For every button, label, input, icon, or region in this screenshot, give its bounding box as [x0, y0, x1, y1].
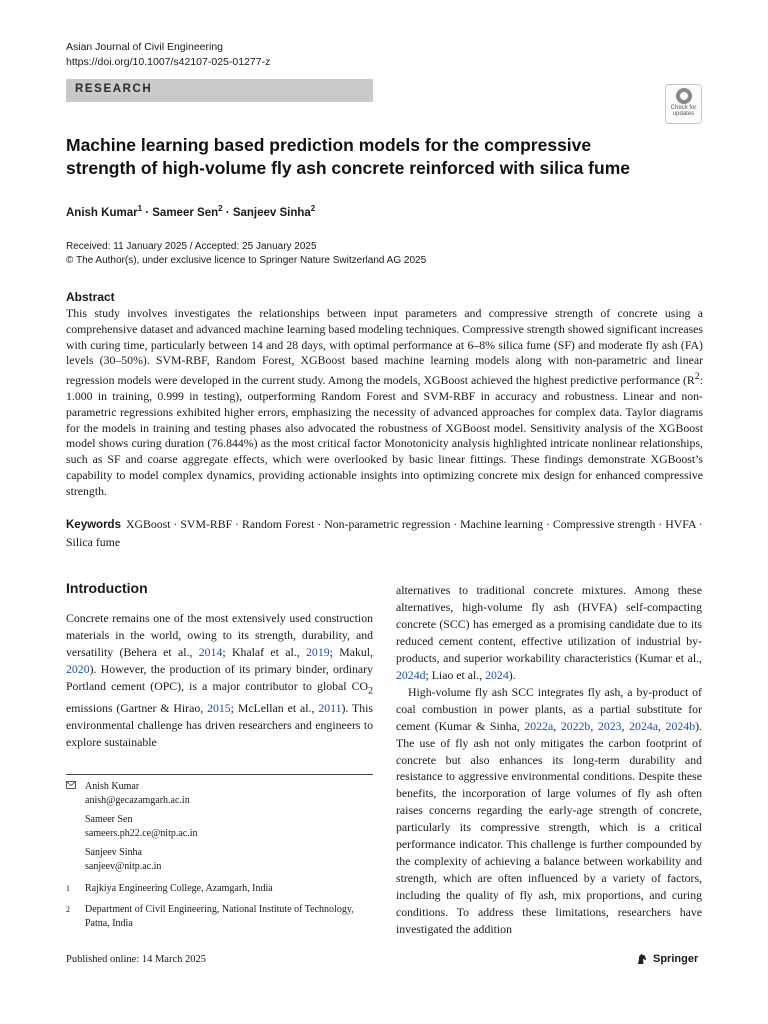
section-label-bar [66, 79, 373, 102]
text-run: ). However, the production of its primary binder, ordinary Portland cement (OPC), is a major contributor to global CO [66, 662, 373, 694]
title-line-1: Machine learning based prediction models for the compressive [66, 135, 592, 155]
correspondence-entry [66, 780, 373, 807]
published-date: Published online: 14 March 2025 [66, 954, 206, 965]
author-list [66, 204, 315, 219]
text-run: ; Khalaf et al., [222, 645, 307, 660]
author-affiliation-mark: 2 [310, 204, 316, 213]
author-name[interactable]: Sanjeev Sinha [232, 206, 311, 219]
citation-link[interactable]: 2014 [198, 645, 223, 660]
keywords-text: XGBoost · SVM-RBF · Random Forest · Non-parametric regression · Machine learning · Compressive strength · HVFA · Silica fume [66, 517, 703, 549]
correspondence-entry [66, 846, 373, 873]
keywords [66, 516, 703, 550]
keywords-label: Keywords [66, 519, 121, 531]
publisher-name: Springer [653, 953, 699, 965]
text-run: ; Makul, [329, 645, 373, 660]
paragraph [66, 610, 373, 751]
text-run: , [657, 718, 666, 733]
springer-horse-icon [635, 952, 649, 966]
affiliation [66, 903, 373, 930]
check-updates-line1: Check for [670, 105, 697, 111]
citation-link[interactable]: 2022a [524, 718, 554, 733]
introduction-heading: Introduction [66, 580, 148, 596]
text-run: Concrete remains one of the most extensively used construction materials in the world, owing to its strength, durability, and versatility (Behera et al., [66, 611, 373, 660]
author-name[interactable]: Anish Kumar [66, 206, 138, 219]
citation-link[interactable]: 2024 [485, 667, 509, 682]
introduction-right-column [396, 582, 702, 938]
title-line-2: strength of high-volume fly ash concrete reinforced with silica fume [66, 158, 630, 178]
article-dates [66, 240, 426, 268]
affiliation-text: Department of Civil Engineering, National Institute of Technology, Patna, India [85, 904, 354, 929]
text-run: , [621, 718, 630, 733]
text-run: , [590, 718, 598, 733]
abstract-superscript: 2 [694, 371, 700, 383]
copyright-line: © The Author(s), under exclusive licence to Springer Nature Switzerland AG 2025 [66, 255, 427, 266]
text-run: High-volume fly ash SCC integrates fly ash, a by-product of coal combustion in power plants, as a partial substitute for cement (Kumar & Sinha, [396, 684, 702, 733]
footnote-divider [66, 774, 373, 775]
abstract-heading: Abstract [66, 290, 115, 304]
citation-link[interactable]: 2023 [597, 718, 622, 733]
author-separator: · [142, 206, 153, 219]
text-run: emissions (Gartner & Hirao, [66, 700, 208, 715]
affiliation-number: 1 [66, 884, 70, 893]
affiliation [66, 882, 373, 896]
affiliation-text: Rajkiya Engineering College, Azamgarh, India [85, 883, 273, 894]
text-run: ). [508, 667, 516, 682]
author-name[interactable]: Sameer Sen [152, 206, 219, 219]
correspondence-block [66, 780, 373, 879]
text-run: ). The use of fly ash not only mitigates the carbon footprint of concrete but also enhances its long-term durability and resistance to aggressive environmental conditions. Despite these benefits, the incorporation of large volumes of fly ash often raises concerns regarding the early-age strength of concrete, particularly its compressive strength, which is a critical performance indicator. This challenge is further compounded by the complexity of achieving a balance between workability and strength, which are often influenced by a variety of factors, including the quality of fly ash, mix proportions, and curing conditions. To address these limitations, researchers have investigated the addition [396, 718, 702, 937]
subscript: 2 [368, 685, 373, 697]
envelope-icon [66, 780, 85, 807]
paragraph [396, 582, 702, 684]
received-accepted: Received: 11 January 2025 / Accepted: 25 January 2025 [66, 241, 317, 252]
paragraph [396, 684, 702, 938]
citation-link[interactable]: 2015 [207, 700, 231, 715]
citation-link[interactable]: 2024d [396, 667, 426, 682]
correspondent-email[interactable]: anish@gecazamgarh.ac.in [85, 794, 190, 806]
abstract-part-2: : 1.000 in training, 0.999 in testing), outperforming Random Forest and SVM-RBF in accuracy and robustness. Linear and non-parametric regressions exhibited higher errors, emphasizing the necessity of advanced approaches for complex data. Taylor diagrams for the models in training and testing phases also advocated the robustness of XGBoost model. Sensitivity analysis of the XGBoost model shows curing duration (76.844%) as the most critical factor Monotonicity analysis highlighted intricate nonlinear relationships, such as SF and coarse aggregate effects, which were overlooked by basic linear fittings. These findings demonstrate XGBoost’s capability to model complex dynamics, providing actionable insights into optimizing concrete mix design for enhanced compressive strength. [66, 373, 703, 498]
check-for-updates-button[interactable] [665, 84, 702, 124]
spacer [66, 846, 85, 873]
correspondent-email[interactable]: sameers.ph22.ce@nitp.ac.in [85, 827, 198, 839]
text-run: , [553, 718, 561, 733]
text-run: ). This environmental challenge has driven researchers and engineers to explore sustainable [66, 700, 374, 750]
section-label: RESEARCH [75, 83, 153, 95]
correspondent-email[interactable]: sanjeev@nitp.ac.in [85, 860, 162, 872]
citation-link[interactable]: 2019 [306, 645, 330, 660]
check-for-updates-icon [676, 88, 692, 104]
author-affiliation-mark: 2 [218, 204, 223, 213]
check-updates-line2: updates [672, 111, 695, 118]
citation-link[interactable]: 2011 [318, 700, 342, 715]
citation-link[interactable]: 2020 [66, 662, 90, 677]
journal-doi[interactable]: https://doi.org/10.1007/s42107-025-01277-z [66, 56, 271, 68]
affiliation-number: 2 [66, 905, 70, 914]
author-separator: · [222, 206, 233, 219]
author-affiliation-mark: 1 [137, 204, 143, 213]
correspondent-name: Sanjeev Sinha [85, 847, 142, 858]
text-run: alternatives to traditional concrete mixtures. Among these alternatives, high-volume fly ash (HVFA) self-compacting concrete (SCC) has emerged as a promising candidate due to its reduced cement content, effective utilization of industrial by-products, and superior workability characteristics (Kumar et al., [396, 583, 702, 665]
publisher-logo[interactable] [635, 952, 698, 966]
abstract-part-1: This study involves investigates the relationships between input parameters and compressive strength of concrete using a comprehensive dataset and advanced machine learning based modeling techniques. Compressive strength showed significant increases with curing time, particularly between 14 and 28 days, with optimal performance at 6–8% silica fume (SF) and moderate fly ash (FA) levels (30–50%). SVM-RBF, Random Forest, XGBoost based machine learning models along with non-parametric and linear regression models were developed in the current study. Among the models, XGBoost achieved the highest predictive performance (R [66, 306, 703, 388]
spacer [66, 813, 85, 840]
correspondent-name: Anish Kumar [85, 781, 140, 792]
citation-link[interactable]: 2024a [629, 718, 658, 733]
journal-header [66, 40, 270, 70]
text-run: ; Liao et al., [425, 667, 486, 682]
text-run: ; McLellan et al., [230, 700, 319, 715]
correspondence-entry [66, 813, 373, 840]
article-title [66, 134, 666, 180]
citation-link[interactable]: 2022b [560, 718, 591, 733]
introduction-left-column [66, 610, 373, 751]
journal-name: Asian Journal of Civil Engineering [66, 41, 224, 53]
citation-link[interactable]: 2024b [665, 718, 696, 733]
correspondent-name: Sameer Sen [85, 814, 133, 825]
abstract-text [66, 306, 703, 499]
